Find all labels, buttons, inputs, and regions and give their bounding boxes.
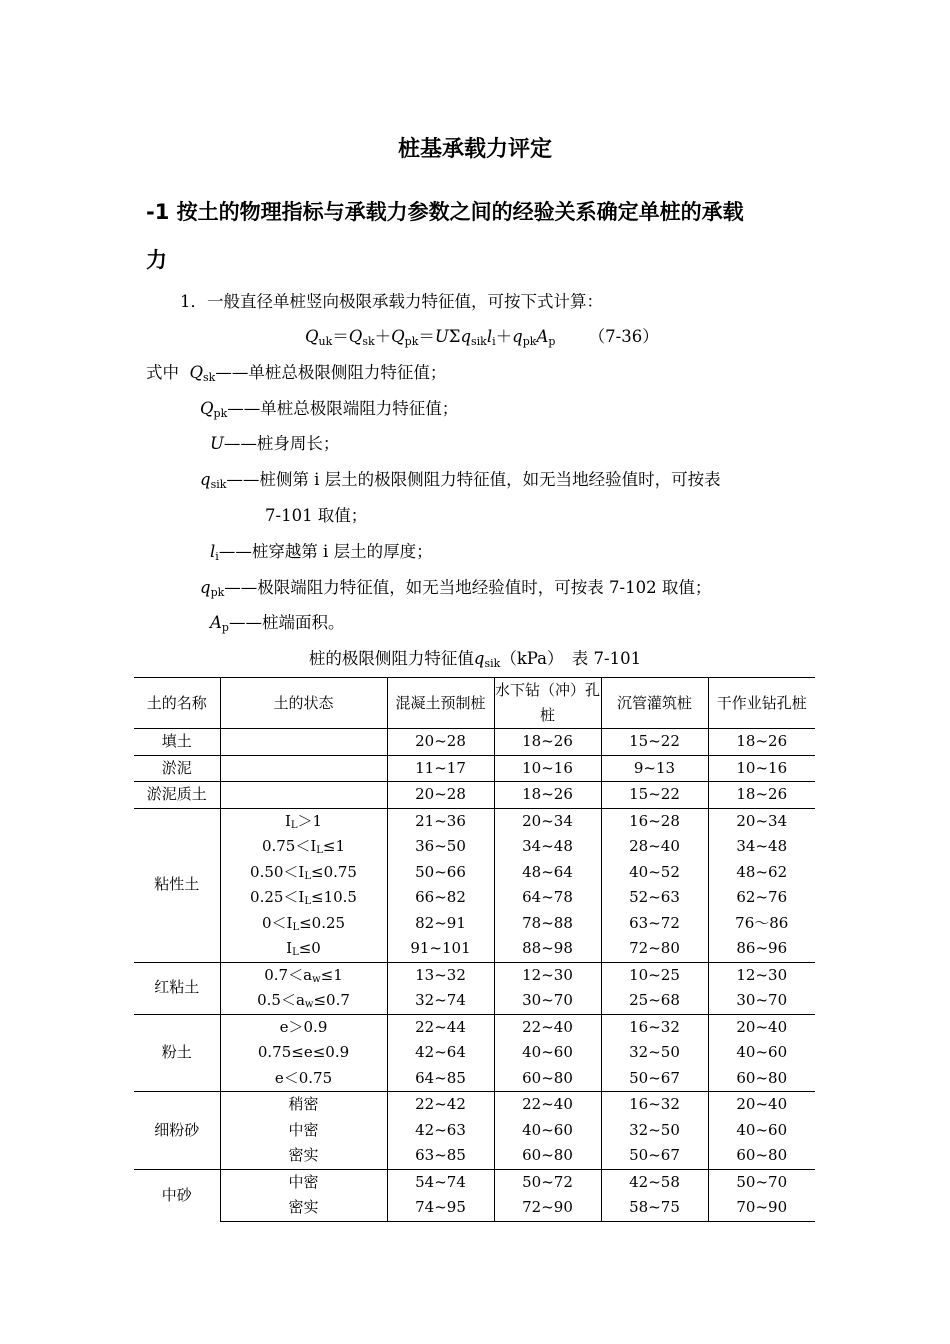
value-cell: 60~80 — [708, 1066, 815, 1092]
value-cell: 42~58 — [601, 1169, 708, 1195]
table-row — [134, 1143, 815, 1169]
value-cell: 18~26 — [708, 782, 815, 809]
value-cell: 9~13 — [601, 755, 708, 782]
value-cell: 20~40 — [708, 1014, 815, 1040]
value-cell: 36~50 — [387, 834, 494, 860]
value-cell: 15~22 — [601, 782, 708, 809]
value-cell: 42~63 — [387, 1118, 494, 1144]
soil-name-cell: 淤泥 — [134, 755, 220, 782]
soil-state-cell: 中密 — [220, 1118, 387, 1144]
value-cell: 50~72 — [494, 1169, 601, 1195]
table-row — [134, 834, 815, 860]
value-cell: 52~63 — [601, 885, 708, 911]
soil-state-cell: e＞0.9 — [220, 1014, 387, 1040]
value-cell: 50~67 — [601, 1143, 708, 1169]
soil-name-cell: 粉土 — [134, 1014, 220, 1092]
table-header-row — [134, 678, 815, 729]
section-heading-cont: 力 — [146, 248, 167, 272]
table-row — [134, 1014, 815, 1040]
item-1-text: 1．一般直径单桩竖向极限承载力特征值，可按下式计算： — [180, 292, 603, 311]
soil-state-cell: 中密 — [220, 1169, 387, 1195]
value-cell: 32~74 — [387, 988, 494, 1014]
soil-state-cell: 0.5＜aw≤0.7 — [220, 988, 387, 1014]
value-cell: 30~70 — [708, 988, 815, 1014]
value-cell: 64~85 — [387, 1066, 494, 1092]
soil-state-cell — [220, 782, 387, 809]
definition-qsik: $q_{sik}——$桩侧第 i 层土的极限侧阻力特征值，如无当地经验值时，可按表 — [200, 470, 721, 491]
value-cell: 76～86 — [708, 911, 815, 937]
value-cell: 40~60 — [708, 1118, 815, 1144]
value-cell: 16~28 — [601, 808, 708, 834]
value-cell: 16~32 — [601, 1014, 708, 1040]
value-cell: 82~91 — [387, 911, 494, 937]
soil-name-cell: 细粉砂 — [134, 1092, 220, 1170]
value-cell: 50~67 — [601, 1066, 708, 1092]
value-cell: 16~32 — [601, 1092, 708, 1118]
value-cell: 12~30 — [708, 962, 815, 988]
value-cell: 63~85 — [387, 1143, 494, 1169]
value-cell: 22~42 — [387, 1092, 494, 1118]
table-row — [134, 936, 815, 962]
table-row — [134, 1169, 815, 1195]
value-cell: 13~32 — [387, 962, 494, 988]
value-cell: 15~22 — [601, 729, 708, 756]
value-cell: 88~98 — [494, 936, 601, 962]
table-row — [134, 1040, 815, 1066]
value-cell: 91~101 — [387, 936, 494, 962]
table-row — [134, 1195, 815, 1221]
value-cell: 54~74 — [387, 1169, 494, 1195]
value-cell: 40~60 — [494, 1118, 601, 1144]
value-cell: 50~70 — [708, 1169, 815, 1195]
definition-qpk: $Q_{pk}——$单桩总极限端阻力特征值； — [200, 399, 459, 420]
value-cell: 34~48 — [708, 834, 815, 860]
value-cell: 11~17 — [387, 755, 494, 782]
value-cell: 20~28 — [387, 782, 494, 809]
definition-qsik-cont: 7-101 取值； — [265, 506, 368, 525]
value-cell: 10~25 — [601, 962, 708, 988]
value-cell: 20~34 — [494, 808, 601, 834]
value-cell: 32~50 — [601, 1040, 708, 1066]
value-cell: 78~88 — [494, 911, 601, 937]
soil-state-cell: 密实 — [220, 1143, 387, 1169]
table-row — [134, 808, 815, 834]
soil-state-cell: 稍密 — [220, 1092, 387, 1118]
soil-name-cell: 中砂 — [134, 1169, 220, 1221]
value-cell: 48~62 — [708, 860, 815, 886]
value-cell: 22~40 — [494, 1014, 601, 1040]
value-cell: 40~60 — [708, 1040, 815, 1066]
header-soil-name: 土的名称 — [134, 678, 220, 729]
side-resistance-table — [134, 677, 815, 1222]
header-cast-in-place-pile: 沉管灌筑桩 — [601, 678, 708, 729]
value-cell: 28~40 — [601, 834, 708, 860]
definition-qsk: 式中 $Q_{sk}——$单桩总极限侧阻力特征值； — [146, 363, 447, 384]
table-row — [134, 1066, 815, 1092]
value-cell: 20~34 — [708, 808, 815, 834]
value-cell: 60~80 — [708, 1143, 815, 1169]
value-cell: 64~78 — [494, 885, 601, 911]
table-row — [134, 782, 815, 809]
soil-state-cell: 0.25＜IL≤10.5 — [220, 885, 387, 911]
value-cell: 66~82 — [387, 885, 494, 911]
table-caption: 桩的极限侧阻力特征值$q_{sik}(kPa)$ 表 7-101 — [308, 649, 642, 670]
table-row — [134, 988, 815, 1014]
value-cell: 32~50 — [601, 1118, 708, 1144]
table-row — [134, 1118, 815, 1144]
table-row — [134, 860, 815, 886]
value-cell: 86~96 — [708, 936, 815, 962]
definition-u: U——桩身周长； — [210, 434, 340, 453]
table-row — [134, 962, 815, 988]
value-cell: 10~16 — [494, 755, 601, 782]
soil-state-cell: 0.75＜IL≤1 — [220, 834, 387, 860]
header-dry-bored-pile: 干作业钻孔桩 — [708, 678, 815, 729]
table-row — [134, 755, 815, 782]
soil-state-cell: IL＞1 — [220, 808, 387, 834]
value-cell: 18~26 — [494, 729, 601, 756]
formula-7-36: $Q_{uk}=Q_{sk}+Q_{pk}=U\Sigma q_{sik}l_i+q_{pk}A_p$ （7-36） — [305, 327, 659, 348]
table-row — [134, 911, 815, 937]
value-cell: 18~26 — [494, 782, 601, 809]
definition-ap: $A_p——$桩端面积。 — [210, 613, 345, 634]
value-cell: 40~60 — [494, 1040, 601, 1066]
value-cell: 20~28 — [387, 729, 494, 756]
definition-li: $l_i——$桩穿越第 i 层土的厚度； — [210, 542, 433, 563]
soil-state-cell: 0.75≤e≤0.9 — [220, 1040, 387, 1066]
header-precast-pile: 混凝土预制桩 — [387, 678, 494, 729]
soil-state-cell: e＜0.75 — [220, 1066, 387, 1092]
value-cell: 10~16 — [708, 755, 815, 782]
soil-name-cell: 淤泥质土 — [134, 782, 220, 809]
value-cell: 22~44 — [387, 1014, 494, 1040]
soil-state-cell: IL≤0 — [220, 936, 387, 962]
value-cell: 42~64 — [387, 1040, 494, 1066]
value-cell: 70~90 — [708, 1195, 815, 1221]
value-cell: 48~64 — [494, 860, 601, 886]
soil-state-cell: 0＜IL≤0.25 — [220, 911, 387, 937]
table-row — [134, 885, 815, 911]
formula-number: （7-36） — [588, 327, 659, 346]
soil-name-cell: 粘性土 — [134, 808, 220, 962]
section-heading: -1 按土的物理指标与承载力参数之间的经验关系确定单桩的承载 — [146, 200, 744, 224]
value-cell: 34~48 — [494, 834, 601, 860]
value-cell: 74~95 — [387, 1195, 494, 1221]
value-cell: 63~72 — [601, 911, 708, 937]
value-cell: 40~52 — [601, 860, 708, 886]
value-cell: 58~75 — [601, 1195, 708, 1221]
value-cell: 60~80 — [494, 1066, 601, 1092]
value-cell: 21~36 — [387, 808, 494, 834]
value-cell: 18~26 — [708, 729, 815, 756]
value-cell: 25~68 — [601, 988, 708, 1014]
value-cell: 20~40 — [708, 1092, 815, 1118]
value-cell: 50~66 — [387, 860, 494, 886]
soil-state-cell — [220, 755, 387, 782]
soil-state-cell: 密实 — [220, 1195, 387, 1221]
value-cell: 72~80 — [601, 936, 708, 962]
soil-state-cell — [220, 729, 387, 756]
soil-name-cell: 红粘土 — [134, 962, 220, 1014]
table-row — [134, 1092, 815, 1118]
definition-qpk-end: $q_{pk}——$极限端阻力特征值，如无当地经验值时，可按表 7-102 取值； — [200, 578, 712, 599]
value-cell: 60~80 — [494, 1143, 601, 1169]
header-underwater-bored-pile: 水下钻（冲）孔桩 — [494, 678, 601, 729]
soil-state-cell: 0.50＜IL≤0.75 — [220, 860, 387, 886]
value-cell: 22~40 — [494, 1092, 601, 1118]
soil-name-cell: 填土 — [134, 729, 220, 756]
header-soil-state: 土的状态 — [220, 678, 387, 729]
value-cell: 12~30 — [494, 962, 601, 988]
value-cell: 72~90 — [494, 1195, 601, 1221]
table-row — [134, 729, 815, 756]
page-title: 桩基承载力评定 — [397, 137, 552, 162]
value-cell: 30~70 — [494, 988, 601, 1014]
soil-state-cell: 0.7＜aw≤1 — [220, 962, 387, 988]
value-cell: 62~76 — [708, 885, 815, 911]
